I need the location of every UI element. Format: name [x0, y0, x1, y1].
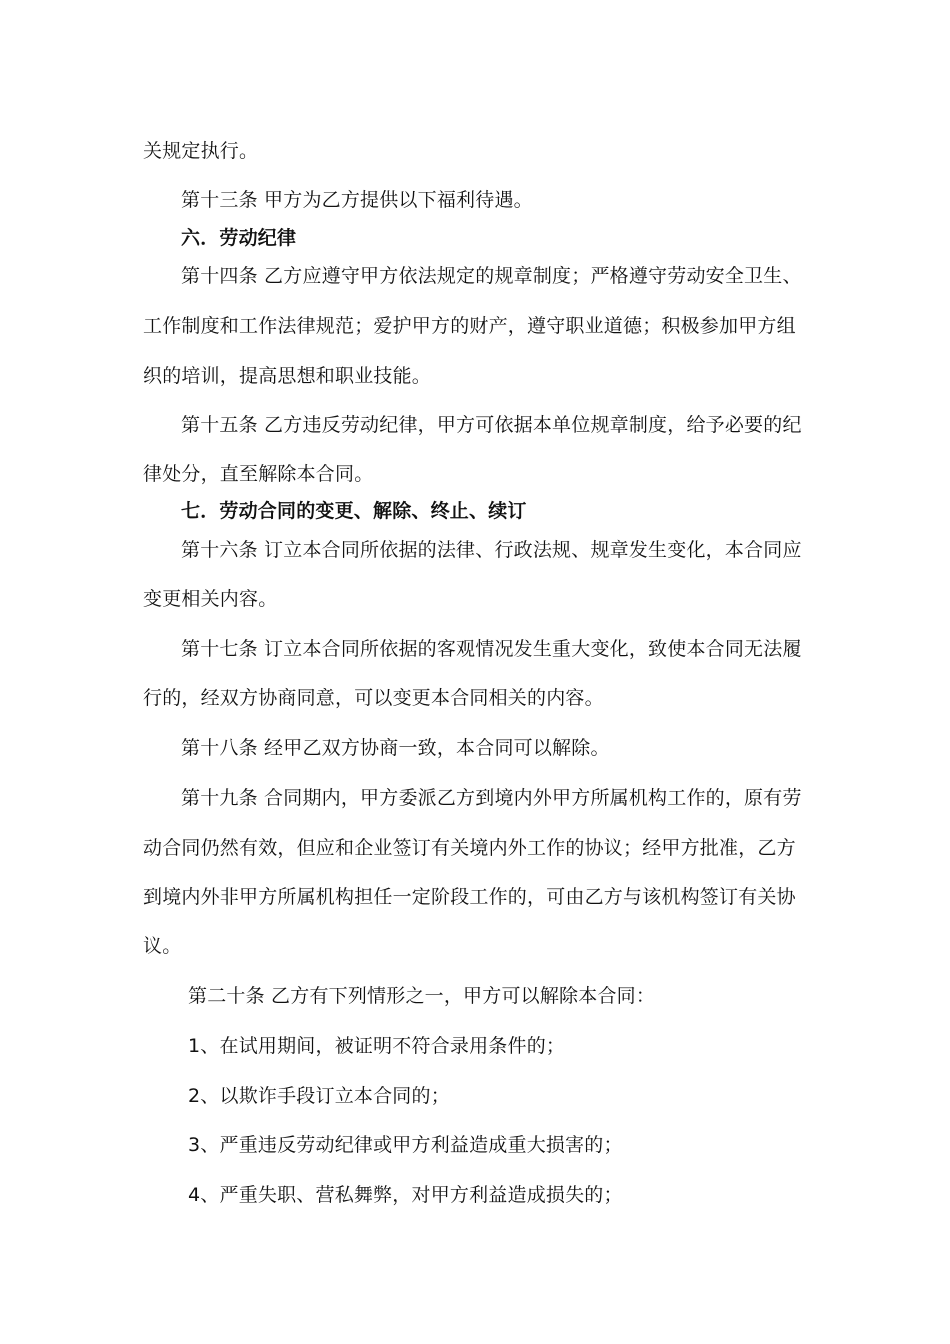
list-item: 3、严重违反劳动纪律或甲方利益造成重大损害的；: [188, 1134, 623, 1156]
list-item: 2、以欺诈手段订立本合同的；: [188, 1085, 450, 1107]
article-16: 第十六条 订立本合同所依据的法律、行政法规、规章发生变化，本合同应: [181, 539, 802, 561]
paragraph-line: 到境内外非甲方所属机构担任一定阶段工作的，可由乙方与该机构签订有关协: [143, 886, 796, 908]
article-14: 第十四条 乙方应遵守甲方依法规定的规章制度；严格遵守劳动安全卫生、: [181, 265, 802, 287]
article-19: 第十九条 合同期内，甲方委派乙方到境内外甲方所属机构工作的，原有劳: [181, 787, 802, 809]
list-item: 4、严重失职、营私舞弊，对甲方利益造成损失的；: [188, 1184, 623, 1206]
paragraph-line: 行的，经双方协商同意，可以变更本合同相关的内容。: [143, 687, 604, 709]
section-heading-6: 六．劳动纪律: [181, 227, 297, 249]
section-heading-7: 七．劳动合同的变更、解除、终止、续订: [181, 500, 527, 522]
article-13: 第十三条 甲方为乙方提供以下福利待遇。: [181, 189, 533, 211]
paragraph-line: 织的培训，提高思想和职业技能。: [143, 365, 432, 387]
paragraph-line: 律处分，直至解除本合同。: [143, 463, 374, 485]
paragraph-line: 关规定执行。: [143, 140, 259, 162]
paragraph-line: 变更相关内容。: [143, 588, 278, 610]
paragraph-line: 议。: [143, 935, 182, 957]
paragraph-line: 工作制度和工作法律规范；爱护甲方的财产，遵守职业道德；积极参加甲方组: [143, 315, 796, 337]
list-item: 1、在试用期间，被证明不符合录用条件的；: [188, 1035, 566, 1057]
paragraph-line: 动合同仍然有效，但应和企业签订有关境内外工作的协议；经甲方批准，乙方: [143, 837, 796, 859]
article-17: 第十七条 订立本合同所依据的客观情况发生重大变化，致使本合同无法履: [181, 638, 802, 660]
article-18: 第十八条 经甲乙双方协商一致，本合同可以解除。: [181, 737, 610, 759]
article-20: 第二十条 乙方有下列情形之一，甲方可以解除本合同：: [188, 985, 656, 1007]
article-15: 第十五条 乙方违反劳动纪律，甲方可依据本单位规章制度，给予必要的纪: [181, 414, 802, 436]
